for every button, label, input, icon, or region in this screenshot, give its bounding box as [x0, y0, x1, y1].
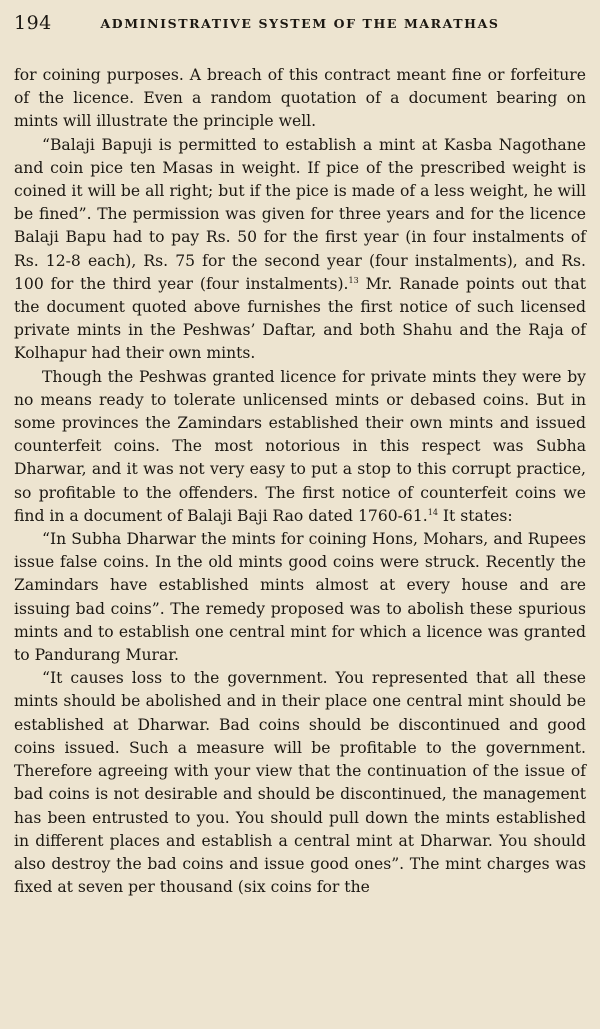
paragraph-5: “It causes loss to the government. You represented that all these mints should be abolished and in their place one central mint should be established at Dharwar. Bad coins should be discontinued and good coins issued. Such a measure will be profitable to the government. Therefore agreeing with your view that the continuation of the issue of bad coins is not desirable and should be discontinued, the management has been entrusted to you. You should pull down the mints established in different places and establish a central mint at Dharwar. You should also destroy the bad coins and issue good ones”. The mint charges was fixed at seven per thousand (six coins for the — [14, 669, 586, 897]
paragraph-4: “In Subha Dharwar the mints for coining Hons, Mohars, and Rupees issue false coins. In the old mints good coins were struck. Recently the Zamindars have established mints almost at every house and are issuing bad coins”. The remedy proposed was to abolish these spurious mints and to establish one central mint for which a licence was granted to Pandurang Murar. — [14, 530, 586, 665]
paragraph-2: “Balaji Bapuji is permitted to establish a mint at Kasba Nagothane and coin pice ten Masas in weight. If pice of the prescribed weight is coined it will be all right; but if the pice is made of a less weight, he will be fined”. The permission was given for three years and for the licence Balaji Bapu had to pay Rs. 50 for the first year (in four instalments of Rs. 12-8 each), Rs. 75 for the second year (four instalments), and Rs. 100 for the third year (four instalments).$^{13}$ Mr. Ranade points out that the document quoted above furnishes the first notice of such licensed private mints in the Peshwas’ Daftar, and both Shahu and the Raja of Kolhapur had their own mints. — [14, 135, 587, 363]
page-header — [14, 10, 586, 46]
footnote-ref-14: 14 — [427, 507, 438, 517]
running-head: ADMINISTRATIVE SYSTEM OF THE MARATHAS — [100, 16, 500, 31]
page-body — [14, 64, 586, 899]
page-number: 194 — [14, 12, 52, 34]
footnote-ref-13: 13 — [348, 275, 359, 285]
paragraph-3: Though the Peshwas granted licence for private mints they were by no means ready to tolerate unlicensed mints or debased coins. But in some provinces the Zamindars established their own mints and issued counterfeit coins. The most notorious in this respect was Subha Dharwar, and it was not very easy to put a stop to this corrupt practice, so profitable to the offenders. The first notice of counterfeit coins we find in a document of Balaji Baji Rao dated 1760-61.14 It states: — [14, 367, 586, 525]
paragraph-1: for coining purposes. A breach of this contract meant fine or forfeiture of the licence. Even a random quotation of a document bearing on mints will illustrate the principle well. — [14, 66, 586, 131]
